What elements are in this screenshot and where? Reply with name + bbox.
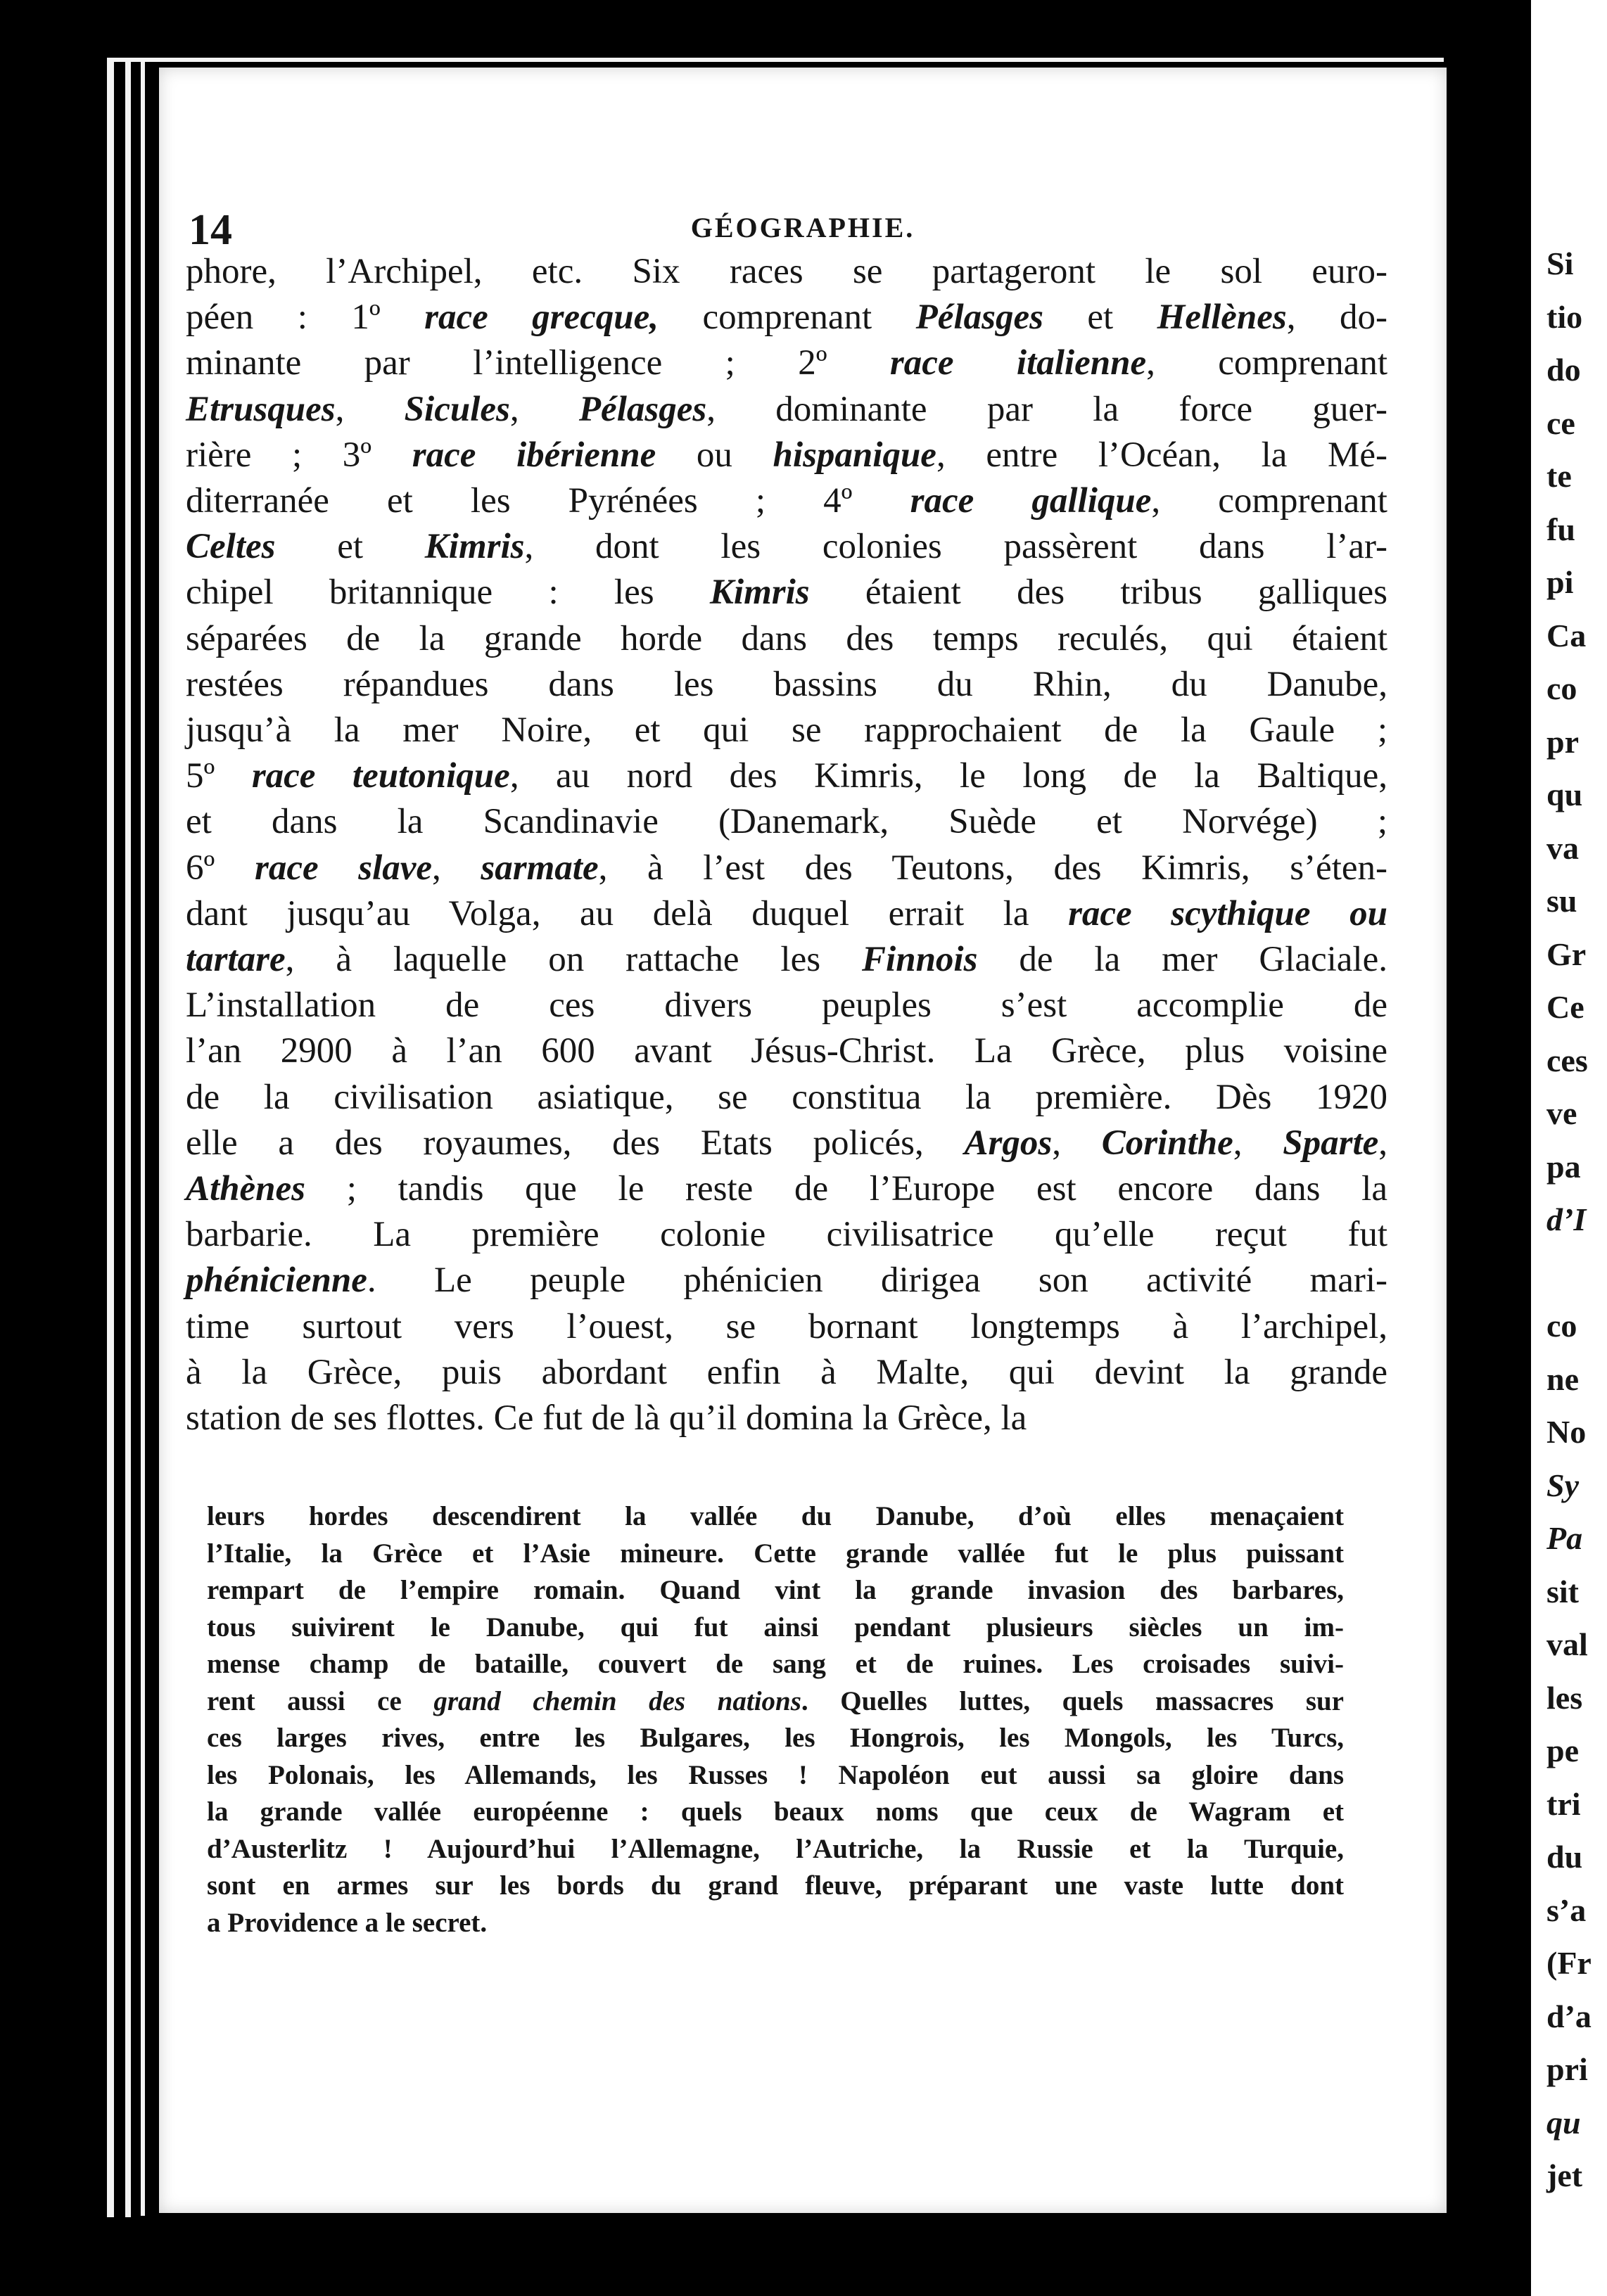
adjacent-page-word-fragment: su [1546,883,1577,919]
text-run: , [1378,1123,1388,1163]
text-run: ces larges rives, entre les Bulgares, les Hongrois, les Mongols, les Turcs, [207,1723,1344,1753]
adjacent-page-word-fragment: pa [1546,1148,1581,1185]
text-run: , au nord des Kimris, le long de la Baltique, [509,756,1387,796]
emphasis-text: Etrusques [186,389,336,429]
emphasis-text: Athènes [186,1169,306,1209]
adjacent-page-word-fragment: d’a [1546,1998,1592,2034]
adjacent-page-word-fragment: pi [1546,564,1574,600]
emphasis-text: race slave [254,848,433,888]
text-line [186,662,1387,708]
adjacent-page-word-fragment: do [1546,352,1581,388]
main-text [186,249,1387,1441]
adjacent-page-word-fragment: du [1546,1839,1583,1875]
footnote-line [207,1498,1344,1536]
text-line [186,524,1387,570]
adjacent-page-word-fragment: pri [1546,2051,1588,2087]
text-run: rière ; 3º [186,435,412,475]
scan-edge-top [107,58,1444,62]
text-run: leurs hordes descendirent la vallée du Danube, d’où elles menaçaient [207,1501,1344,1531]
emphasis-text: race italienne [889,343,1147,383]
text-run: L’installation de ces divers peuples s’est accomplie de [186,986,1387,1026]
text-run: séparées de la grande horde dans des temps reculés, qui étaient [186,618,1387,658]
text-line [186,846,1387,891]
adjacent-page-word-fragment: pe [1546,1733,1579,1768]
footnote-line [207,1609,1344,1647]
text-line [186,340,1387,386]
text-run: de la mer Glaciale. [977,940,1387,980]
text-line [186,1121,1387,1166]
emphasis-text: race grecque, [424,298,659,338]
adjacent-page-word-fragment: Pa [1546,1520,1583,1556]
text-line [186,1212,1387,1258]
text-run: . Le peuple phénicien dirigea son activité mari- [367,1261,1387,1301]
adjacent-page-word-fragment: co [1546,670,1577,706]
adjacent-page-word-fragment: Gr [1546,936,1587,972]
text-run: , comprenant [1151,481,1387,521]
text-line [186,387,1387,433]
text-line [186,799,1387,845]
adjacent-page-word-fragment: Ca [1546,617,1587,653]
text-run: , [509,389,579,429]
emphasis-text: race teutonique [251,756,510,796]
text-run: d’Austerlitz ! Aujourd’hui l’Allemagne, l’Autriche, la Russie et la Turquie, [207,1833,1344,1864]
text-run: , [335,389,405,429]
page-number: 14 [189,206,232,254]
book-page [159,68,1447,2213]
text-line [186,249,1387,295]
text-line [186,616,1387,662]
text-run: la grande vallée européenne : quels beaux noms que ceux de Wagram et [207,1797,1344,1827]
running-head: GÉOGRAPHIE. [690,212,915,243]
adjacent-page-word-fragment: jet [1546,2157,1583,2193]
text-line [186,570,1387,616]
text-run: restées répandues dans les bassins du Rhin, du Danube, [186,664,1387,704]
text-line [186,1396,1387,1441]
adjacent-page-word-fragment: ve [1546,1095,1577,1131]
footnote-line [207,1536,1344,1573]
footnote-line [207,1905,1344,1942]
text-run: , comprenant [1146,343,1387,383]
emphasis-text: race gallique [910,481,1152,521]
adjacent-page-word-fragment: val [1546,1626,1588,1662]
emphasis-text: hispanique [773,435,936,475]
emphasis-text: Corinthe [1101,1123,1233,1163]
adjacent-page-word-fragment: ces [1546,1042,1588,1078]
adjacent-page-word-fragment: va [1546,829,1579,866]
text-run: , à laquelle on rattache les [285,940,863,980]
emphasis-text: Hellènes [1157,298,1287,338]
adjacent-page-word-fragment: te [1546,458,1572,494]
emphasis-text: Kimris [424,527,525,567]
footnote-line [207,1757,1344,1794]
text-line [186,708,1387,753]
text-line [186,1028,1387,1074]
adjacent-page-word-fragment: co [1546,1308,1577,1344]
text-line [186,1258,1387,1303]
adjacent-page-word-fragment: sit [1546,1573,1579,1609]
emphasis-text: Pélasges [915,298,1043,338]
text-run: sont en armes sur les bords du grand fleuve, préparant une vaste lutte dont [207,1870,1344,1901]
text-run: , dominante par la force guer- [706,389,1388,429]
text-run: 5º [186,756,252,796]
text-run: chipel britannique : les [186,573,710,613]
adjacent-page-word-fragment: ce [1546,404,1575,441]
adjacent-page-fragment [1531,0,1607,2296]
text-run: à la Grèce, puis abordant enfin à Malte, qui devint la grande [186,1352,1387,1392]
text-line [186,1075,1387,1121]
emphasis-text: Pélasges [578,389,707,429]
text-run: comprenant [659,298,916,338]
scan-edge-left-3 [141,60,145,2216]
adjacent-page-word-fragment: Si [1546,245,1574,281]
footnote-line [207,1683,1344,1721]
text-run: les Polonais, les Allemands, les Russes ! Napoléon eut aussi sa gloire dans [207,1759,1344,1790]
text-run: , dont les colonies passèrent dans l’ar- [524,527,1387,567]
text-line [186,1166,1387,1212]
text-run: , [432,848,481,888]
adjacent-page-word-fragment: tri [1546,1785,1581,1822]
text-run: diterranée et les Pyrénées ; 4º [186,481,910,521]
text-run: , do- [1286,298,1387,338]
emphasis-text: Kimris [709,573,810,613]
emphasis-text: phénicienne [186,1261,367,1301]
text-line [186,295,1387,340]
emphasis-text: sarmate [481,848,599,888]
adjacent-page-word-fragment: les [1546,1679,1583,1716]
adjacent-page-word-fragment: qu [1546,2104,1581,2141]
text-run: , à l’est des Teutons, des Kimris, s’éten- [598,848,1387,888]
text-run: 6º [186,848,255,888]
text-run: et dans la Scandinavie (Danemark, Suède et Norvége) ; [186,802,1387,842]
text-line [186,983,1387,1028]
text-run: , [1052,1123,1102,1163]
text-line [186,1304,1387,1350]
emphasis-text: Sparte [1283,1123,1379,1163]
adjacent-page-word-fragment: s’a [1546,1892,1587,1928]
adjacent-page-word-fragment: Sy [1546,1467,1579,1503]
text-run: elle a des royaumes, des Etats policés, [186,1123,965,1163]
text-run: l’an 2900 à l’an 600 avant Jésus-Christ. La Grèce, plus voisine [186,1031,1387,1071]
emphasis-text: tartare [186,940,286,980]
text-run: péen : 1º [186,298,425,338]
gutter-shadow [1447,63,1531,2216]
text-run: étaient des tribus galliques [809,573,1388,613]
text-run: mense champ de bataille, couvert de sang et de ruines. Les croisades suivi- [207,1649,1344,1679]
text-run: time surtout vers l’ouest, se bornant longtemps à l’archipel, [186,1306,1387,1346]
text-line [186,891,1387,937]
footnote-line [207,1572,1344,1609]
text-line [186,937,1387,983]
adjacent-page-word-fragment: tio [1546,298,1583,335]
adjacent-page-word-fragment: No [1546,1414,1587,1450]
adjacent-page-word-fragment: qu [1546,777,1583,812]
text-run: et [275,527,425,567]
emphasis-text: Argos [964,1123,1053,1163]
text-run: l’Italie, la Grèce et l’Asie mineure. Cette grande vallée fut le plus puissant [207,1538,1344,1569]
text-run: jusqu’à la mer Noire, et qui se rapprochaient de la Gaule ; [186,710,1387,751]
adjacent-page-word-fragment: ne [1546,1360,1579,1397]
emphasis-text: race scythique ou [1068,893,1387,933]
text-run: minante par l’intelligence ; 2º [186,343,890,383]
text-run: barbarie. La première colonie civilisatrice qu’elle reçut fut [186,1215,1387,1255]
text-run: ou [656,435,773,475]
footnote-line [207,1720,1344,1757]
adjacent-page-word-fragment: fu [1546,511,1575,547]
adjacent-page-word-fragment: (Fr [1546,1945,1592,1981]
footnote-line [207,1794,1344,1831]
adjacent-page-word-fragment: Ce [1546,989,1584,1025]
text-run: tous suivirent le Danube, qui fut ainsi pendant plusieurs siècles un im- [207,1612,1344,1643]
footnote-line [207,1831,1344,1868]
text-run: dant jusqu’au Volga, au delà duquel errait la [186,893,1069,933]
footnote-text [207,1498,1344,1941]
scan-edge-left-2 [125,58,131,2217]
emphasis-text: grand chemin des nations [433,1685,801,1716]
adjacent-page-word-fragment: d’I [1546,1201,1587,1237]
text-run: rempart de l’empire romain. Quand vint la grande invasion des barbares, [207,1575,1344,1605]
emphasis-text: race ibérienne [412,435,656,475]
footnote-line [207,1646,1344,1683]
text-run: ; tandis que le reste de l’Europe est encore dans la [305,1169,1387,1209]
emphasis-text: Celtes [186,527,276,567]
text-run: rent aussi ce [207,1685,434,1716]
scan-edge-left [107,58,114,2217]
text-run: de la civilisation asiatique, se constitua la première. Dès 1920 [186,1077,1387,1117]
text-line [186,478,1387,524]
text-run: . Quelles luttes, quels massacres sur [801,1685,1344,1716]
text-run: , entre l’Océan, la Mé- [936,435,1387,475]
text-run: et [1043,298,1157,338]
text-run: station de ses flottes. Ce fut de là qu’il domina la Grèce, la [186,1398,1027,1439]
text-run: phore, l’Archipel, etc. Six races se partageront le sol euro- [186,252,1387,291]
text-line [186,433,1387,478]
emphasis-text: Finnois [862,940,978,980]
text-line [186,1350,1387,1396]
text-run: , [1233,1123,1283,1163]
text-line [186,753,1387,799]
adjacent-page-word-fragment: pr [1546,723,1579,760]
emphasis-text: Sicules [404,389,510,429]
text-run: a Providence a le secret. [207,1907,488,1938]
footnote-line [207,1868,1344,1905]
